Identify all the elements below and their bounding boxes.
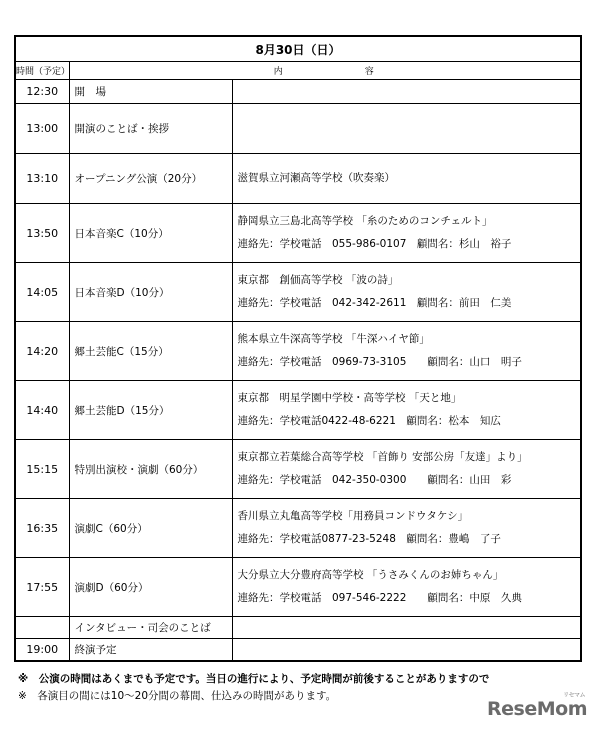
table-row <box>15 104 581 154</box>
row-time: 14:20 <box>15 322 69 381</box>
table-row <box>15 440 581 499</box>
row-detail <box>232 322 581 381</box>
table-row <box>15 80 581 104</box>
row-time: 14:40 <box>15 381 69 440</box>
row-program: 郷土芸能C（15分） <box>69 322 232 381</box>
logo-small-text: リセマム <box>563 692 585 699</box>
table-row <box>15 639 581 661</box>
date-title: 8月30日（日） <box>15 36 581 62</box>
row-program: 開 場 <box>69 80 232 104</box>
row-time: 17:55 <box>15 558 69 617</box>
row-program: 日本音楽D（10分） <box>69 263 232 322</box>
row-program: 日本音楽C（10分） <box>69 204 232 263</box>
row-detail <box>232 558 581 617</box>
row-program: 特別出演校・演劇（60分） <box>69 440 232 499</box>
row-contact: 連絡先：学校電話0422-48-6221 顧問名：松本 知広 <box>237 415 501 427</box>
row-detail <box>232 204 581 263</box>
row-program: 郷土芸能D（15分） <box>69 381 232 440</box>
row-detail <box>232 263 581 322</box>
table-row <box>15 263 581 322</box>
row-time: 13:50 <box>15 204 69 263</box>
date-row <box>15 36 581 62</box>
header-row <box>15 62 581 80</box>
header-content-b: 容 <box>364 67 376 77</box>
row-program: 演劇D（60分） <box>69 558 232 617</box>
row-contact: 連絡先：学校電話 0969-73-3105 顧問名：山口 明子 <box>237 356 522 368</box>
header-time: 時間（予定） <box>15 62 69 80</box>
table-row <box>15 558 581 617</box>
row-school: 熊本県立牛深高等学校 「牛深ハイヤ節」 <box>237 333 430 345</box>
row-detail <box>232 440 581 499</box>
row-time: 15:15 <box>15 440 69 499</box>
row-school: 香川県立丸亀高等学校「用務員コンドウタケシ」 <box>237 510 469 522</box>
row-school: 静岡県立三島北高等学校 「糸のためのコンチェルト」 <box>237 215 493 227</box>
row-time: 13:00 <box>15 104 69 154</box>
row-contact: 連絡先：学校電話0877-23-5248 顧問名：豊嶋 了子 <box>237 533 501 545</box>
row-school: 東京都 創価高等学校 「波の詩」 <box>237 274 399 286</box>
row-contact: 連絡先：学校電話 042-350-0300 顧問名：山田 彩 <box>237 474 512 486</box>
row-contact: 連絡先：学校電話 042-342-2611 顧問名：前田 仁美 <box>237 297 512 309</box>
footnote-2: ※ 各演目の間には10～20分間の幕間、仕込みの時間があります。 <box>18 690 337 702</box>
row-time: 13:10 <box>15 154 69 204</box>
row-school: 大分県立大分豊府高等学校 「うさみくんのお姉ちゃん」 <box>237 569 504 581</box>
table-row <box>15 617 581 639</box>
row-detail <box>232 639 581 661</box>
row-time <box>15 617 69 639</box>
resemom-logo <box>487 692 587 720</box>
footnote-1: ※ 公演の時間はあくまでも予定です。当日の進行により、予定時間が前後することがありますので <box>18 673 490 685</box>
header-content <box>69 62 581 80</box>
table-row <box>15 322 581 381</box>
row-school: 東京都立若葉総合高等学校 「首飾り 安部公房「友達」より」 <box>237 451 528 463</box>
table-row <box>15 499 581 558</box>
row-time: 14:05 <box>15 263 69 322</box>
header-content-a: 内 <box>273 67 285 77</box>
row-contact: 連絡先：学校電話 055-986-0107 顧問名：杉山 裕子 <box>237 238 512 250</box>
row-school: 滋賀県立河瀬高等学校（吹奏楽） <box>237 172 395 184</box>
row-school: 東京都 明星学園中学校・高等学校 「天と地」 <box>237 392 462 404</box>
logo-text: ReseMom <box>487 698 587 720</box>
row-detail <box>232 617 581 639</box>
row-program: 開演のことば・挨拶 <box>69 104 232 154</box>
schedule-table <box>14 35 582 662</box>
row-program: オープニング公演（20分） <box>69 154 232 204</box>
row-detail <box>232 381 581 440</box>
row-program: 終演予定 <box>69 639 232 661</box>
row-program: 演劇C（60分） <box>69 499 232 558</box>
row-detail <box>232 154 581 204</box>
footnotes <box>18 671 489 705</box>
table-row <box>15 381 581 440</box>
row-contact: 連絡先：学校電話 097-546-2222 顧問名：中原 久典 <box>237 592 522 604</box>
row-time: 12:30 <box>15 80 69 104</box>
table-row <box>15 204 581 263</box>
row-time: 19:00 <box>15 639 69 661</box>
row-detail <box>232 104 581 154</box>
row-detail <box>232 499 581 558</box>
row-detail <box>232 80 581 104</box>
row-time: 16:35 <box>15 499 69 558</box>
table-row <box>15 154 581 204</box>
row-program: インタビュー・司会のことば <box>69 617 232 639</box>
